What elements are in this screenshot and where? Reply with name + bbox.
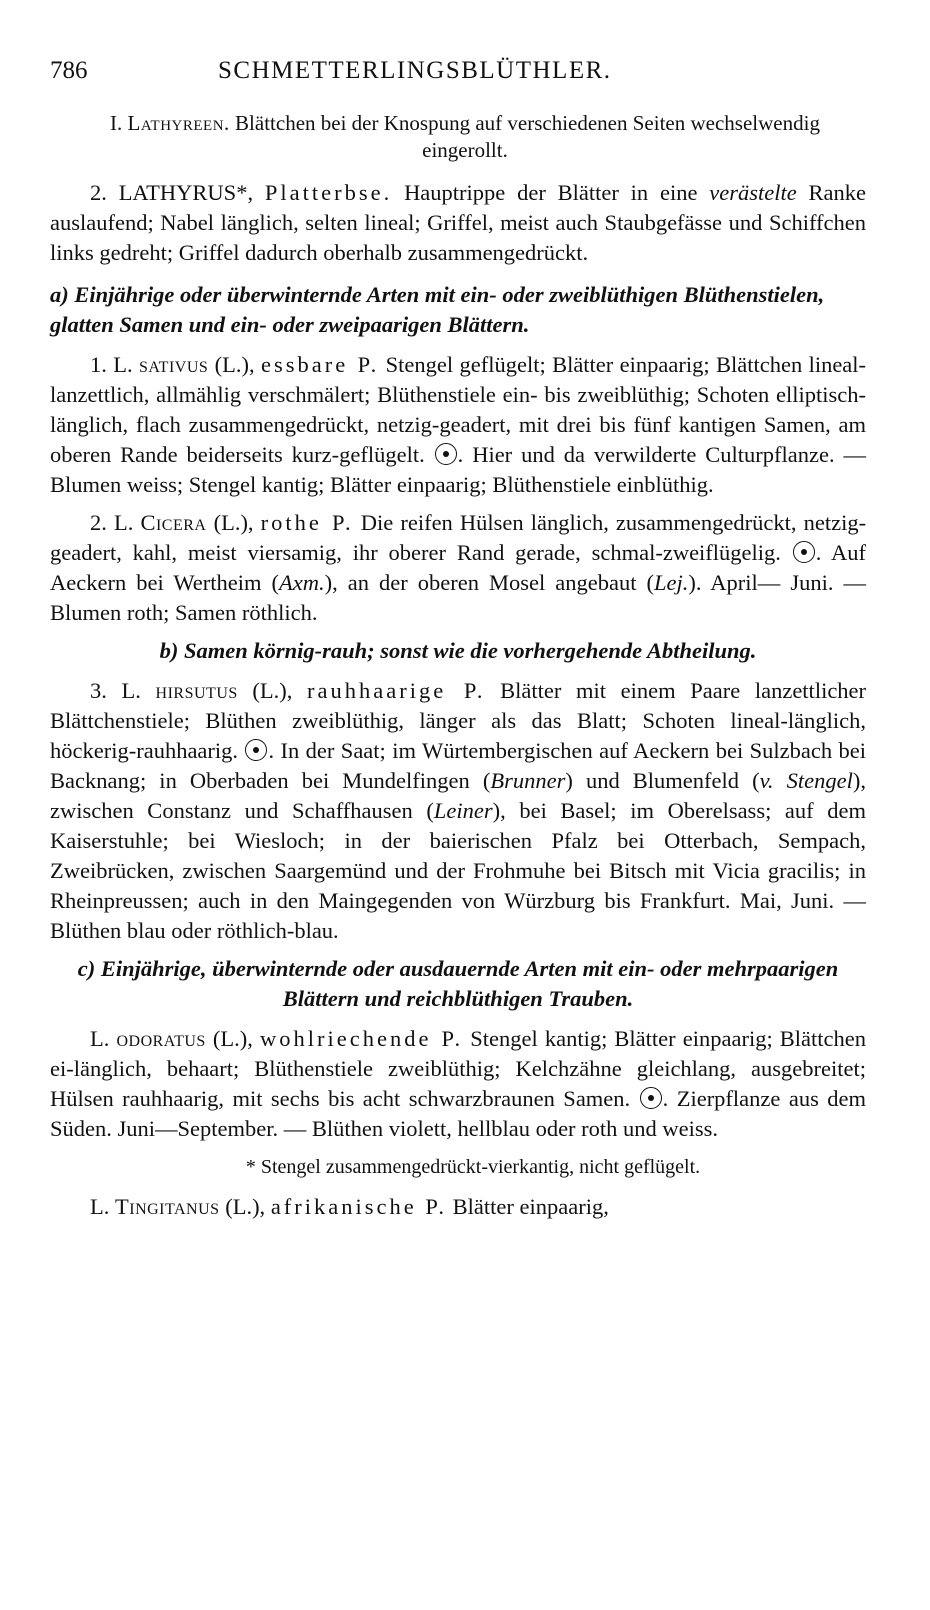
species-author: (L.), <box>213 510 254 535</box>
species-text-c: ) und Blumenfeld ( <box>565 768 760 793</box>
species-text-a: Stengel geflügelt; Blätter einpaarig; Blättchen lineal-lanzettlich, allmählig verschmälert; Blüthenstiele ein- bis zweiblüthig; Schoten elliptisch-länglich, flach zusammengedrückt, netzig-geadert, mit drei bis fünf kantigen Samen, am oberen Rande beiderseits kurz-geflügelt. <box>50 352 867 467</box>
genus-text-a: Hauptrippe der Blätter in eine <box>404 180 698 205</box>
genus-text-b: Ranke auslaufend; Nabel länglich, selten lineal; Griffel, meist auch Staubgefässe und Schiffchen links gedreht; Griffel dadurch oberhalb zusammengedrückt. <box>50 180 867 265</box>
species-epithet: odoratus <box>116 1026 206 1051</box>
tribe-description: Blättchen bei der Knospung auf verschiedenen Seiten wechselwendig eingerollt. <box>235 111 820 162</box>
species-text-a: Stengel kantig; Blätter einpaarig; Blättchen ei-länglich, behaart; Blüthenstiele zweiblüthig; Kelchzähne gleichlang, ausgebreitet; Hülsen rauhhaarig, mit sechs bis acht schwarzbraunen Samen. <box>50 1026 867 1111</box>
species-epithet: Tingitanus <box>115 1194 220 1219</box>
species-prefix: 1. L. <box>90 352 133 377</box>
species-text-e: ), bei Basel; im Oberelsass; auf dem Kaiserstuhle; bei Wiesloch; in der baierischen Pfalz bei Otterbach, Sempach, Zweibrücken, zwischen Saargemünd und der Frohmuhe bei Bitsch mit Vicia gracilis; in Rheinpreussen; auch in den Maingegenden von Würzburg bis Frankfurt. Mai, Juni. — Blüthen blau oder röthlich-blau. <box>50 798 866 943</box>
species-common-name: rauhhaarige P. <box>307 678 486 703</box>
species-cicera <box>50 508 866 628</box>
species-text-b: . Hier und da verwilderte Culturpflanze. — Blumen weiss; Stengel kantig; Blätter einpaarig; Blüthenstiele einblüthig. <box>50 442 867 497</box>
species-tingitanus <box>50 1192 866 1222</box>
species-common-name: rothe P. <box>260 510 354 535</box>
tribe-number: I. <box>110 111 123 135</box>
genus-number: 2. <box>90 180 107 205</box>
species-text-a: Blätter mit einem Paare lanzettlicher Blättchenstiele; Blüthen zweiblüthig, länger als das Blatt; Schoten lineal-länglich, höckerig-rauhhaarig. <box>50 678 867 763</box>
species-author: (L.), <box>252 678 293 703</box>
genus-footnote-mark: * <box>236 180 248 205</box>
species-epithet: hirsutus <box>155 678 238 703</box>
species-odoratus <box>50 1024 866 1144</box>
species-text-d: ). April— Juni. — Blumen roth; Samen röthlich. <box>50 570 866 625</box>
species-text-b: . In der Saat; im Würtembergischen auf Aeckern bei Sulzbach bei Backnang; in Oberbaden bei Mundelfingen ( <box>50 738 866 793</box>
species-epithet: Cicera <box>140 510 207 535</box>
group-a-heading: a) Einjährige oder überwinternde Arten mit ein- oder zweiblüthigen Blüthenstielen, glatten Samen und ein- oder zweipaarigen Blättern. <box>50 282 825 337</box>
species-hirsutus <box>50 676 866 946</box>
genus-text-emphasis: verästelte <box>709 180 797 205</box>
species-prefix: 3. L. <box>90 678 141 703</box>
annual-plant-symbol-icon <box>435 443 457 465</box>
group-c-heading: c) Einjährige, überwinternde oder ausdauernde Arten mit ein- oder mehrpaarigen Blättern und reichblüthigen Trauben. <box>77 956 839 1011</box>
genus-name: LATHYRUS <box>118 180 237 205</box>
page-number: 786 <box>50 57 88 84</box>
footnote: * Stengel zusammengedrückt-vierkantig, nicht geflügelt. <box>245 1156 701 1178</box>
species-author: (L.), <box>225 1194 266 1219</box>
species-text-d: ), zwischen Constanz und Schaffhausen ( <box>50 768 866 823</box>
species-text-a: Blätter einpaarig, <box>452 1194 609 1219</box>
annual-plant-symbol-icon <box>793 541 815 563</box>
citation-author: Lej. <box>654 570 689 595</box>
species-author: (L.), <box>214 352 255 377</box>
genus-description: 2. LATHYRUS*, Platterbse. Hauptrippe der Blätter in eine verästelte Ranke auslaufend; Nabel länglich, selten lineal; Griffel, meist auch Staubgefässe und Schiffchen links gedreht; Griffel dadurch oberhalb zusammengedrückt. <box>50 180 867 265</box>
tribe-name: Lathyreen. <box>127 111 230 135</box>
tribe-heading <box>74 110 856 164</box>
species-text-b: . Auf Aeckern bei Wertheim ( <box>50 540 867 595</box>
species-common-name: afrikanische P. <box>270 1194 448 1219</box>
species-text-c: ), an der oberen Mosel angebaut ( <box>324 570 655 595</box>
citation-author: Leiner <box>433 798 493 823</box>
annual-plant-symbol-icon <box>640 1087 662 1109</box>
species-sativus <box>50 350 866 500</box>
citation-author: Brunner <box>490 768 566 793</box>
species-text-a: Die reifen Hülsen länglich, zusammengedrückt, netzig-geadert, kahl, meist viersamig, ihr oberer Rand gerade, schmal-zweiflügelig. <box>50 510 867 565</box>
group-b-heading: b) Samen körnig-rauh; sonst wie die vorhergehende Abtheilung. <box>159 638 757 663</box>
species-common-name: essbare P. <box>261 352 380 377</box>
species-text-b: . Zierpflanze aus dem Süden. Juni—September. — Blüthen violett, hellblau oder roth und weiss. <box>50 1086 867 1141</box>
genus-common-name: Platterbse. <box>264 180 393 205</box>
species-epithet: sativus <box>138 352 209 377</box>
annual-plant-symbol-icon <box>245 739 267 761</box>
species-prefix: L. <box>90 1026 110 1051</box>
species-prefix: L. <box>90 1194 110 1219</box>
running-title: SCHMETTERLINGSBLÜTHLER. <box>218 57 612 84</box>
species-author: (L.), <box>212 1026 253 1051</box>
species-prefix: 2. L. <box>90 510 134 535</box>
species-common-name: wohlriechende P. <box>259 1026 464 1051</box>
citation-author: Axm. <box>279 570 325 595</box>
running-head <box>50 56 866 96</box>
citation-author: v. Stengel <box>759 768 853 793</box>
